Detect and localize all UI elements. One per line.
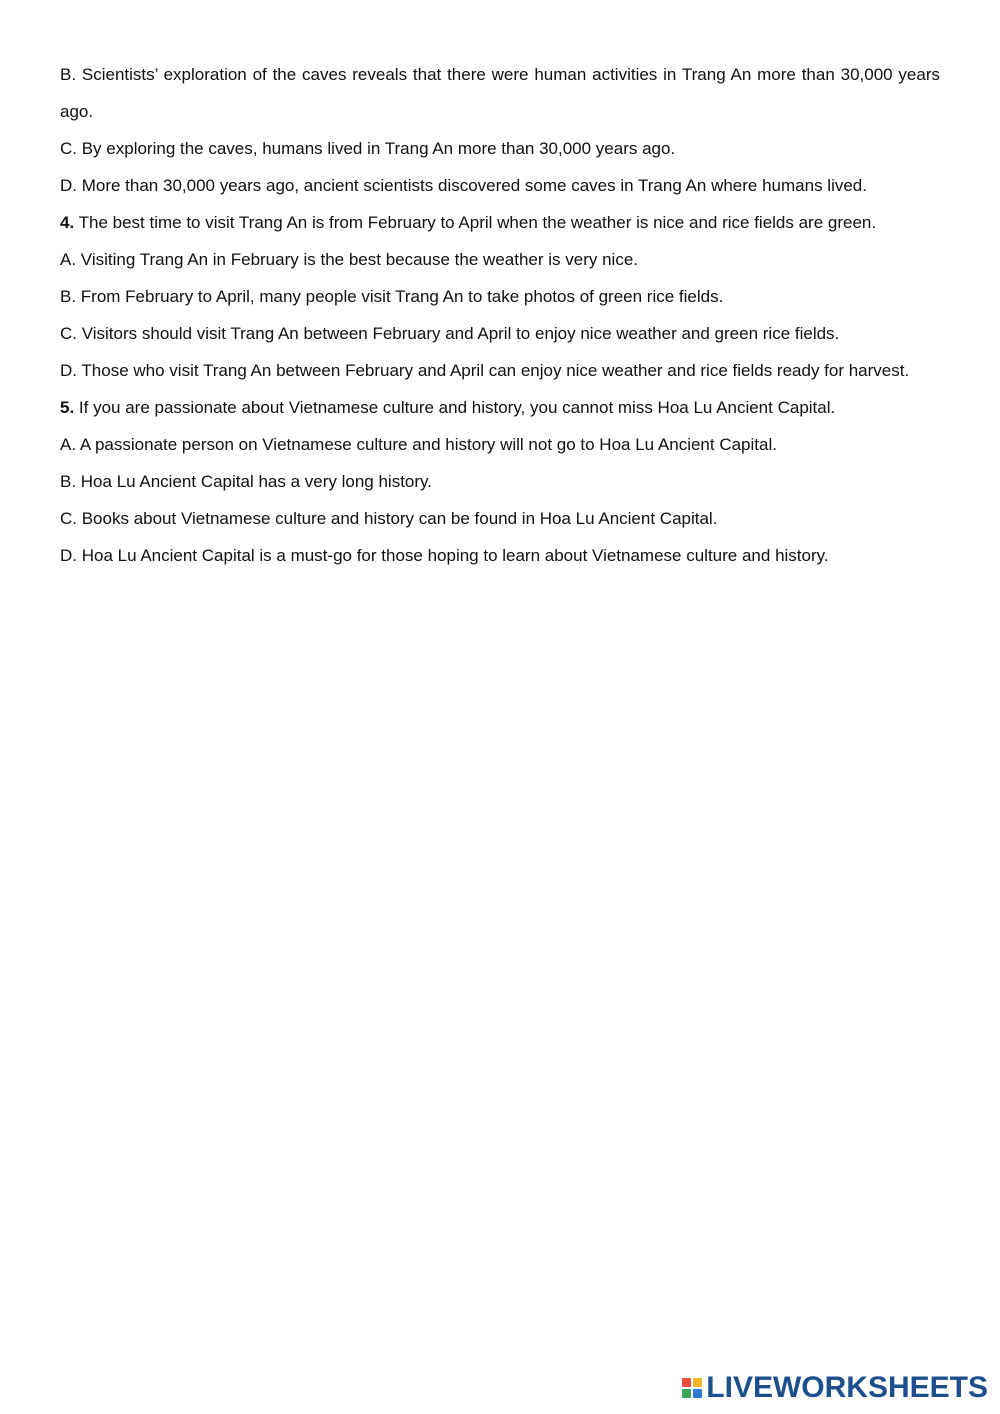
option-5d: D. Hoa Lu Ancient Capital is a must-go for those hoping to learn about Vietnamese culture and history.: [60, 546, 829, 565]
worksheet-content: [60, 56, 940, 574]
logo-square-green: [682, 1389, 691, 1398]
question-5-stem: If you are passionate about Vietnamese culture and history, you cannot miss Hoa Lu Ancient Capital.: [74, 398, 836, 417]
question-4-stem: The best time to visit Trang An is from February to April when the weather is nice and rice fields are green.: [74, 213, 877, 232]
question-5: [60, 389, 940, 426]
logo-square-yellow: [693, 1378, 702, 1387]
liveworksheets-logo-icon: [682, 1378, 702, 1398]
option-4b: B. From February to April, many people visit Trang An to take photos of green rice fields.: [60, 287, 724, 306]
option-4d: D. Those who visit Trang An between February and April can enjoy nice weather and rice fields ready for harvest.: [60, 361, 910, 380]
option-3b: B. Scientists’ exploration of the caves reveals that there were human activities in Trang An more than 30,000 years ago.: [60, 65, 940, 121]
option-5a: A. A passionate person on Vietnamese culture and history will not go to Hoa Lu Ancient Capital.: [60, 435, 777, 454]
question-5-number: 5.: [60, 398, 75, 417]
option-4a: A. Visiting Trang An in February is the best because the weather is very nice.: [60, 250, 638, 269]
liveworksheets-logo-text: LIVEWORKSHEETS: [706, 1371, 988, 1404]
liveworksheets-logo: [682, 1368, 988, 1408]
option-5c: C. Books about Vietnamese culture and history can be found in Hoa Lu Ancient Capital.: [60, 509, 718, 528]
option-4c: C. Visitors should visit Trang An between February and April to enjoy nice weather and green rice fields.: [60, 324, 840, 343]
logo-square-red: [682, 1378, 691, 1387]
logo-square-blue: [693, 1389, 702, 1398]
question-4: [60, 204, 940, 241]
option-3d: D. More than 30,000 years ago, ancient scientists discovered some caves in Trang An where humans lived.: [60, 176, 867, 195]
question-4-number: 4.: [60, 213, 75, 232]
option-3c: C. By exploring the caves, humans lived in Trang An more than 30,000 years ago.: [60, 139, 676, 158]
option-5b: B. Hoa Lu Ancient Capital has a very long history.: [60, 472, 432, 491]
